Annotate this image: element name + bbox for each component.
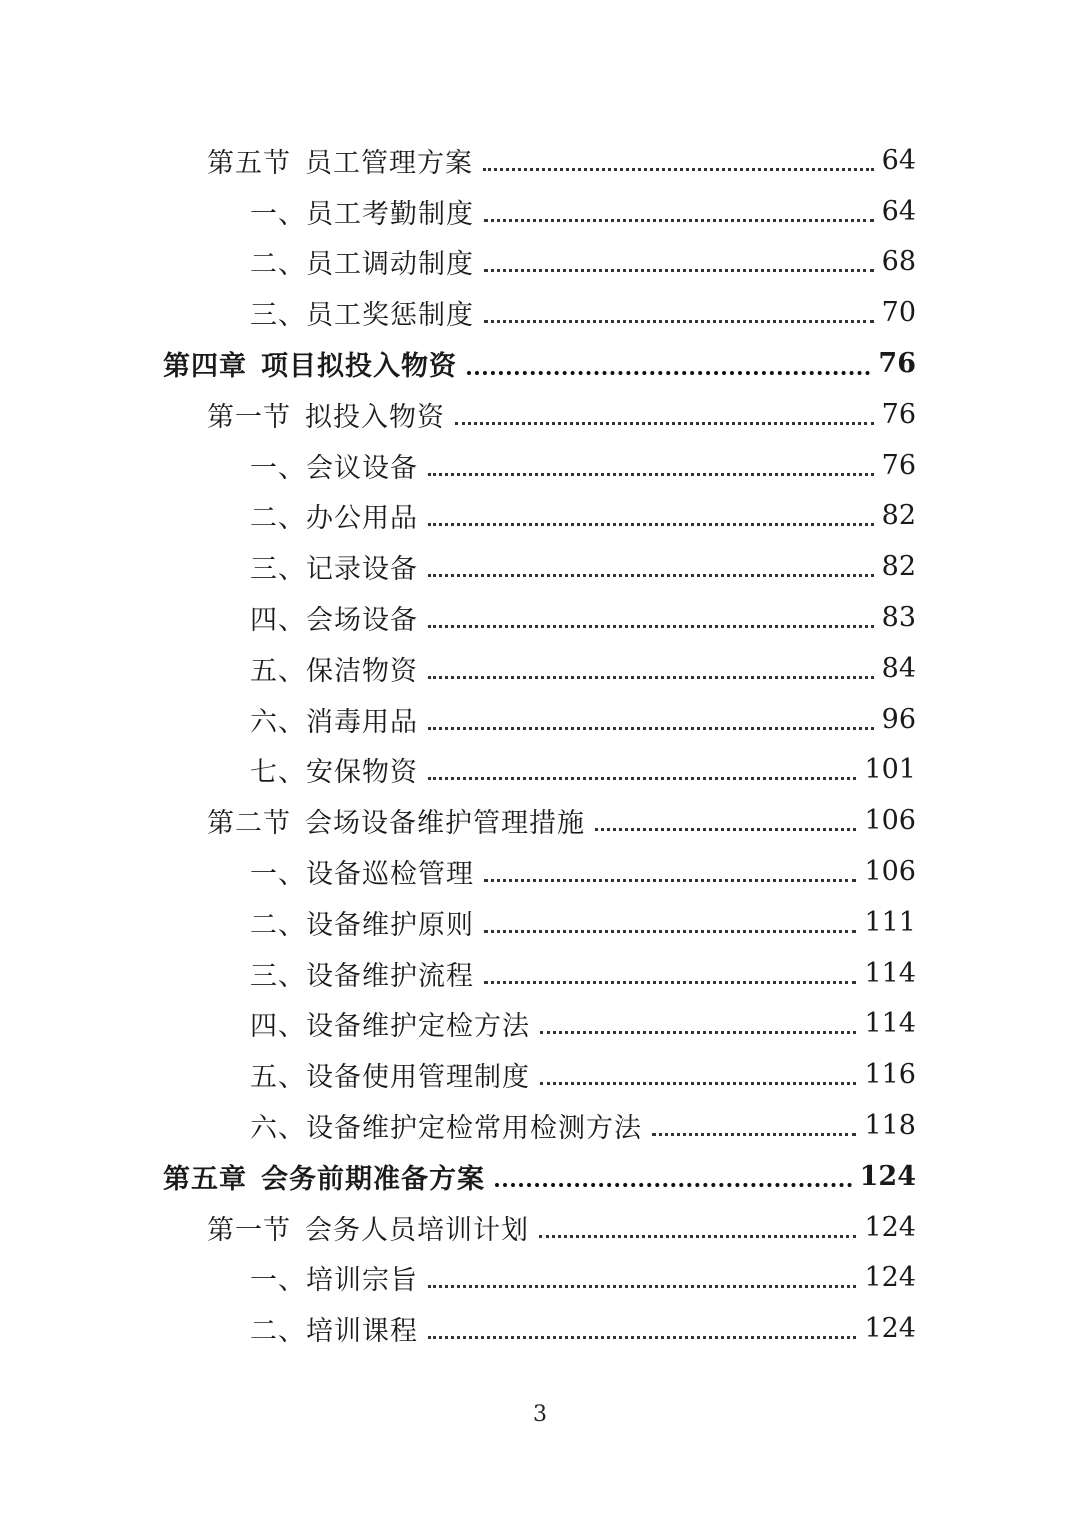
toc-entry-prefix: 七、 xyxy=(250,757,306,789)
toc-entry-prefix: 三、 xyxy=(250,300,306,332)
toc-dot-leader xyxy=(652,1133,856,1136)
toc-entry[interactable] xyxy=(0,643,1080,694)
toc-entry-label xyxy=(250,446,418,485)
toc-entry[interactable] xyxy=(0,745,1080,796)
toc-entry-label xyxy=(250,1106,642,1145)
toc-entry-title: 会务前期准备方案 xyxy=(261,1163,485,1195)
toc-dot-leader xyxy=(540,1031,856,1034)
toc-entry-prefix: 二、 xyxy=(250,1316,306,1348)
toc-dot-leader xyxy=(428,676,874,679)
toc-entry-prefix: 第一节 xyxy=(207,401,291,433)
toc-entry[interactable] xyxy=(0,795,1080,846)
toc-entry-page: 124 xyxy=(864,1262,916,1294)
toc-entry-page: 101 xyxy=(864,754,916,786)
toc-entry-title: 办公用品 xyxy=(306,503,418,535)
toc-dot-leader xyxy=(428,1336,856,1339)
toc-entry-title: 会务人员培训计划 xyxy=(305,1214,529,1246)
toc-dot-leader xyxy=(428,473,874,476)
toc-entry-prefix: 六、 xyxy=(250,706,306,738)
toc-entry[interactable] xyxy=(0,592,1080,643)
toc-entry-title: 员工考勤制度 xyxy=(306,198,474,230)
toc-entry-page: 76 xyxy=(881,449,916,481)
toc-entry-page: 84 xyxy=(881,652,916,684)
toc-dot-leader xyxy=(540,1082,856,1085)
toc-entry-page: 83 xyxy=(881,602,916,634)
toc-entry-title: 员工调动制度 xyxy=(306,249,474,281)
toc-entry[interactable] xyxy=(0,186,1080,237)
toc-entry-page: 114 xyxy=(864,1008,916,1040)
table-of-contents xyxy=(0,135,1080,1354)
toc-entry[interactable] xyxy=(0,846,1080,897)
toc-dot-leader xyxy=(428,625,874,628)
toc-entry-title: 设备维护定检方法 xyxy=(306,1011,530,1043)
toc-entry-prefix: 二、 xyxy=(250,909,306,941)
toc-entry-page: 124 xyxy=(864,1211,916,1243)
toc-entry-label xyxy=(250,1258,418,1297)
toc-dot-leader xyxy=(484,219,874,222)
toc-entry-title: 员工奖惩制度 xyxy=(306,300,474,332)
toc-entry-label xyxy=(250,192,474,231)
toc-entry-prefix: 二、 xyxy=(250,249,306,281)
toc-entry[interactable] xyxy=(0,135,1080,186)
toc-entry-label xyxy=(250,598,418,637)
toc-dot-leader xyxy=(595,828,856,831)
toc-entry[interactable] xyxy=(0,237,1080,288)
toc-entry-page: 70 xyxy=(881,297,916,329)
toc-entry-prefix: 一、 xyxy=(250,198,306,230)
toc-entry-prefix: 第五节 xyxy=(207,147,291,179)
toc-entry[interactable] xyxy=(0,440,1080,491)
toc-entry-title: 培训宗旨 xyxy=(306,1265,418,1297)
toc-entry-page: 118 xyxy=(864,1110,916,1142)
toc-entry-label xyxy=(250,750,418,789)
toc-entry-title: 会场设备 xyxy=(306,605,418,637)
toc-entry-prefix: 一、 xyxy=(250,452,306,484)
toc-entry[interactable] xyxy=(0,897,1080,948)
toc-entry-label xyxy=(250,547,418,586)
toc-dot-leader xyxy=(495,1183,852,1187)
toc-entry-title: 会场设备维护管理措施 xyxy=(305,808,585,840)
toc-entry-page: 111 xyxy=(864,906,916,938)
toc-entry-page: 76 xyxy=(878,348,916,380)
toc-entry-label xyxy=(250,293,474,332)
toc-entry-label xyxy=(250,496,418,535)
toc-entry-label xyxy=(250,700,418,739)
toc-entry-prefix: 一、 xyxy=(250,1265,306,1297)
toc-entry[interactable] xyxy=(0,999,1080,1050)
page-number: 3 xyxy=(533,1402,547,1427)
toc-entry-title: 项目拟投入物资 xyxy=(261,351,457,383)
toc-entry-prefix: 四、 xyxy=(250,605,306,637)
toc-entry-label xyxy=(207,1208,529,1247)
toc-entry[interactable] xyxy=(0,1151,1080,1202)
toc-entry-label xyxy=(250,852,474,891)
toc-entry-title: 消毒用品 xyxy=(306,706,418,738)
toc-entry-label xyxy=(163,1157,485,1196)
toc-entry-page: 106 xyxy=(864,856,916,888)
toc-dot-leader xyxy=(467,371,870,375)
toc-entry-page: 116 xyxy=(864,1059,916,1091)
toc-entry-page: 64 xyxy=(881,195,916,227)
toc-dot-leader xyxy=(455,422,874,425)
toc-entry-prefix: 五、 xyxy=(250,655,306,687)
toc-entry-prefix: 第五章 xyxy=(163,1163,247,1195)
toc-entry-prefix: 三、 xyxy=(250,960,306,992)
toc-dot-leader xyxy=(484,269,874,272)
toc-entry-page: 114 xyxy=(864,957,916,989)
toc-entry-page: 124 xyxy=(864,1313,916,1345)
toc-entry-label xyxy=(207,141,473,180)
toc-entry-prefix: 四、 xyxy=(250,1011,306,1043)
toc-entry-label xyxy=(163,344,457,383)
toc-entry[interactable] xyxy=(0,1253,1080,1304)
toc-entry-label xyxy=(207,801,585,840)
toc-entry-prefix: 五、 xyxy=(250,1062,306,1094)
toc-entry-label xyxy=(250,1055,530,1094)
toc-entry-label xyxy=(250,242,474,281)
toc-entry[interactable] xyxy=(0,948,1080,999)
toc-entry-label xyxy=(250,903,474,942)
toc-entry-label xyxy=(250,1004,530,1043)
toc-entry-page: 76 xyxy=(881,398,916,430)
toc-dot-leader xyxy=(428,727,874,730)
toc-entry-label xyxy=(207,395,445,434)
toc-dot-leader xyxy=(539,1235,856,1238)
toc-entry[interactable] xyxy=(0,338,1080,389)
toc-entry-prefix: 二、 xyxy=(250,503,306,535)
toc-dot-leader xyxy=(484,320,874,323)
toc-dot-leader xyxy=(428,574,874,577)
toc-entry-title: 设备使用管理制度 xyxy=(306,1062,530,1094)
toc-entry-label xyxy=(250,1309,418,1348)
toc-dot-leader xyxy=(428,1285,856,1288)
toc-entry-title: 记录设备 xyxy=(306,554,418,586)
toc-entry-title: 会议设备 xyxy=(306,452,418,484)
toc-entry-page: 106 xyxy=(864,805,916,837)
toc-entry-prefix: 一、 xyxy=(250,859,306,891)
toc-entry-title: 设备巡检管理 xyxy=(306,859,474,891)
toc-entry-page: 64 xyxy=(881,144,916,176)
toc-dot-leader xyxy=(484,930,856,933)
toc-entry-prefix: 第四章 xyxy=(163,351,247,383)
toc-entry-label xyxy=(250,649,418,688)
toc-entry[interactable] xyxy=(0,389,1080,440)
toc-entry-title: 拟投入物资 xyxy=(305,401,445,433)
toc-entry-page: 82 xyxy=(881,551,916,583)
toc-entry[interactable] xyxy=(0,1303,1080,1354)
toc-entry-page: 96 xyxy=(881,703,916,735)
toc-entry-page: 82 xyxy=(881,500,916,532)
toc-entry[interactable] xyxy=(0,1049,1080,1100)
toc-entry-title: 员工管理方案 xyxy=(305,147,473,179)
toc-entry[interactable] xyxy=(0,541,1080,592)
toc-entry-page: 68 xyxy=(881,246,916,278)
toc-entry-title: 设备维护定检常用检测方法 xyxy=(306,1113,642,1145)
toc-dot-leader xyxy=(484,879,856,882)
toc-dot-leader xyxy=(484,981,856,984)
toc-entry-prefix: 六、 xyxy=(250,1113,306,1145)
toc-entry-prefix: 三、 xyxy=(250,554,306,586)
toc-entry-page: 124 xyxy=(859,1160,916,1192)
toc-entry[interactable] xyxy=(0,1202,1080,1253)
toc-entry[interactable] xyxy=(0,287,1080,338)
toc-entry-title: 安保物资 xyxy=(306,757,418,789)
toc-dot-leader xyxy=(483,168,874,171)
toc-dot-leader xyxy=(428,777,856,780)
toc-dot-leader xyxy=(428,523,874,526)
toc-entry-prefix: 第二节 xyxy=(207,808,291,840)
toc-entry[interactable] xyxy=(0,1100,1080,1151)
toc-entry-title: 设备维护流程 xyxy=(306,960,474,992)
toc-entry[interactable] xyxy=(0,491,1080,542)
toc-entry-label xyxy=(250,954,474,993)
toc-entry-title: 保洁物资 xyxy=(306,655,418,687)
toc-entry[interactable] xyxy=(0,694,1080,745)
toc-entry-title: 培训课程 xyxy=(306,1316,418,1348)
toc-entry-prefix: 第一节 xyxy=(207,1214,291,1246)
toc-entry-title: 设备维护原则 xyxy=(306,909,474,941)
